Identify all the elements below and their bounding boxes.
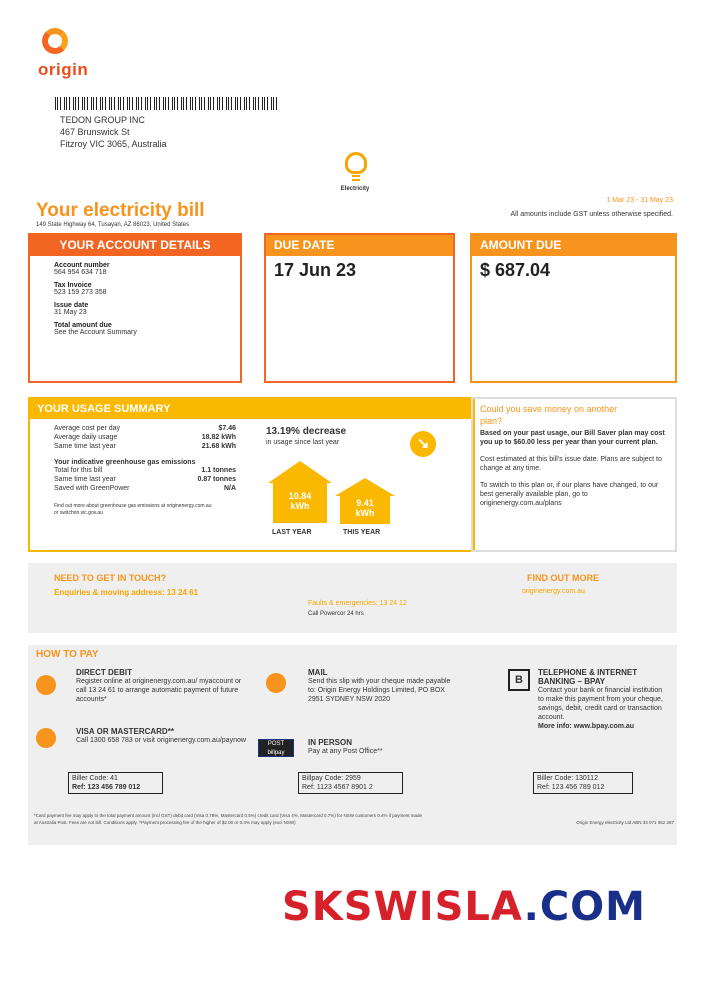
decrease-sub: in usage since last year xyxy=(266,439,340,446)
service-label: Electricity xyxy=(340,186,370,192)
greenhouse-row: Saved with GreenPower N/A xyxy=(54,485,236,492)
due-date-header: DUE DATE xyxy=(266,235,453,256)
customer-street: 467 Brunswick St xyxy=(60,127,130,137)
faults-phone[interactable]: Faults & emergencies: 13 24 12 xyxy=(308,600,407,607)
mail-title: MAIL xyxy=(308,668,328,677)
save-title: Could you save money on another plan? xyxy=(480,404,618,426)
amount-due-card xyxy=(470,233,677,383)
credit-card-icon xyxy=(36,728,56,748)
customer-name: TEDON GROUP INC xyxy=(60,115,145,125)
bpay-reference-box: Biller Code: 130112 Ref: 123 456 789 012 xyxy=(533,772,633,794)
visa-reference-box: Biller Code: 41 Ref: 123 456 789 012 xyxy=(68,772,163,794)
payment-footnote: *Card payment fee may apply to the total payment amount (incl GST) debit card (Visa 0.78%, Mastercard 0.5%) credit card (Visa 4%, Mastercard 0.7%) for NSW customers 0.4% if payment made at Australia Post. Fees are not bill. Conditions apply. ^Payment processing fee of the higher of $2.00 or 0.4% may apply (excl NSW) Origin Energy electricity Ltd ABN 33 071 052 287 xyxy=(34,813,674,825)
bpay-text: Contact your bank or financial institution to make this payment from your cheque, savings, debit, credit card or transaction account. xyxy=(538,687,663,721)
save-p2: Cost estimated at this bill's issue date. Plans are subject to change at any time. xyxy=(480,456,662,472)
save-p1: Based on your past usage, our Bill Saver plan may cost you up to $60.00 less per year than your current plan. xyxy=(480,430,665,446)
greenhouse-title: Your indicative greenhouse gas emissions xyxy=(54,459,196,466)
amount-due: $ 687.04 xyxy=(480,260,551,280)
bill-address: 149 State Highway 64, Tusayan, AZ 86023, United States xyxy=(36,222,190,228)
barcode xyxy=(55,97,277,110)
account-number: 564 954 634 718 xyxy=(54,269,107,276)
mail-icon xyxy=(266,673,286,693)
page-title: Your electricity bill xyxy=(36,200,205,221)
mail-text: Send this slip with your cheque made payable to: Origin Energy Holdings Limited, PO BOX 2951 SYDNEY NSW 2020 xyxy=(308,678,451,703)
visa-text: Call 1300 658 783 or visit originenergy.com.au/paynow xyxy=(76,737,246,744)
due-date: 17 Jun 23 xyxy=(274,260,357,280)
last-year-label: LAST YEAR xyxy=(272,529,312,536)
amount-due-header: AMOUNT DUE xyxy=(472,235,675,256)
account-details-header: YOUR ACCOUNT DETAILS xyxy=(30,235,240,256)
arrow-down-right-icon: ↘ xyxy=(410,431,436,457)
origin-logo-icon xyxy=(42,28,68,54)
usage-row: Average cost per day $7.46 xyxy=(54,425,236,432)
usage-summary-card xyxy=(28,397,475,552)
issue-date: 31 May 23 xyxy=(54,309,87,316)
issue-date-label: Issue date xyxy=(54,302,89,309)
bpay-title: TELEPHONE & INTERNET BANKING – BPAY xyxy=(538,668,638,686)
website-link[interactable]: originenergy.com.au xyxy=(522,588,585,595)
tax-invoice: 523 159 273 358 xyxy=(54,289,107,296)
usage-footnote: Find out more about greenhouse gas emissions at originenergy.com.au or switchon.vic.gov.au xyxy=(54,503,212,516)
bpay-icon: B xyxy=(508,669,530,691)
how-to-pay-title: HOW TO PAY xyxy=(36,649,99,660)
lightbulb-icon xyxy=(345,152,367,174)
greenhouse-row: Same time last year 0.87 tonnes xyxy=(54,476,236,483)
usage-header: YOUR USAGE SUMMARY xyxy=(30,399,473,419)
customer-city: Fitzroy VIC 3065, Australia xyxy=(60,139,167,149)
due-date-card xyxy=(264,233,455,383)
in-person-text: Pay at any Post Office** xyxy=(308,748,383,755)
account-number-label: Account number xyxy=(54,262,110,269)
brand-name: origin xyxy=(38,60,89,79)
save-money-card xyxy=(471,397,677,552)
direct-debit-title: DIRECT DEBIT xyxy=(76,668,132,677)
in-person-title: IN PERSON xyxy=(308,738,353,747)
how-to-pay-section xyxy=(28,645,677,845)
save-p3: To switch to this plan or, if our plans have changed, to our best generally available plan, go to originenergy.com.au/plans xyxy=(480,482,659,507)
faults-sub: Call Powercor 24 hrs xyxy=(308,611,364,617)
this-year-label: THIS YEAR xyxy=(343,529,381,536)
billing-period: 1 Mar 23 - 31 May 23 xyxy=(606,197,673,204)
usage-row: Same time last year 21.68 kWh xyxy=(54,443,236,450)
direct-debit-icon xyxy=(36,675,56,695)
post-billpay-icon: POST billpay xyxy=(258,739,294,757)
gst-note: All amounts include GST unless otherwise specified. xyxy=(510,211,673,218)
bpay-more[interactable]: More info: www.bpay.com.au xyxy=(538,723,635,730)
watermark: SKSWISLA.COM xyxy=(282,884,646,930)
contact-title: NEED TO GET IN TOUCH? xyxy=(54,573,167,583)
find-out-more-title: FIND OUT MORE xyxy=(527,573,599,583)
this-year-house: 9.41 kWh xyxy=(340,478,390,524)
direct-debit-text: Register online at originenergy.com.au/ myaccount or call 13 24 61 to arrange automatic payment of future accounts* xyxy=(76,678,242,703)
greenhouse-row: Total for this bill 1.1 tonnes xyxy=(54,467,236,474)
decrease-text: 13.19% decrease xyxy=(266,426,347,437)
lightbulb-base xyxy=(352,175,360,181)
last-year-house: 10.84 kWh xyxy=(273,461,327,523)
post-reference-box: Billpay Code: 2959 Ref: 1123 4567 8901 2 xyxy=(298,772,403,794)
usage-row: Average daily usage 18.82 kWh xyxy=(54,434,236,441)
visa-title: VISA OR MASTERCARD** xyxy=(76,727,174,736)
contact-section xyxy=(28,563,677,633)
enquiries-phone[interactable]: Enquiries & moving address: 13 24 61 xyxy=(54,588,199,597)
total-label: Total amount due xyxy=(54,322,112,329)
tax-invoice-label: Tax Invoice xyxy=(54,282,92,289)
total-note: See the Account Summary xyxy=(54,329,137,336)
account-details-card xyxy=(28,233,242,383)
customer-address xyxy=(60,114,167,150)
